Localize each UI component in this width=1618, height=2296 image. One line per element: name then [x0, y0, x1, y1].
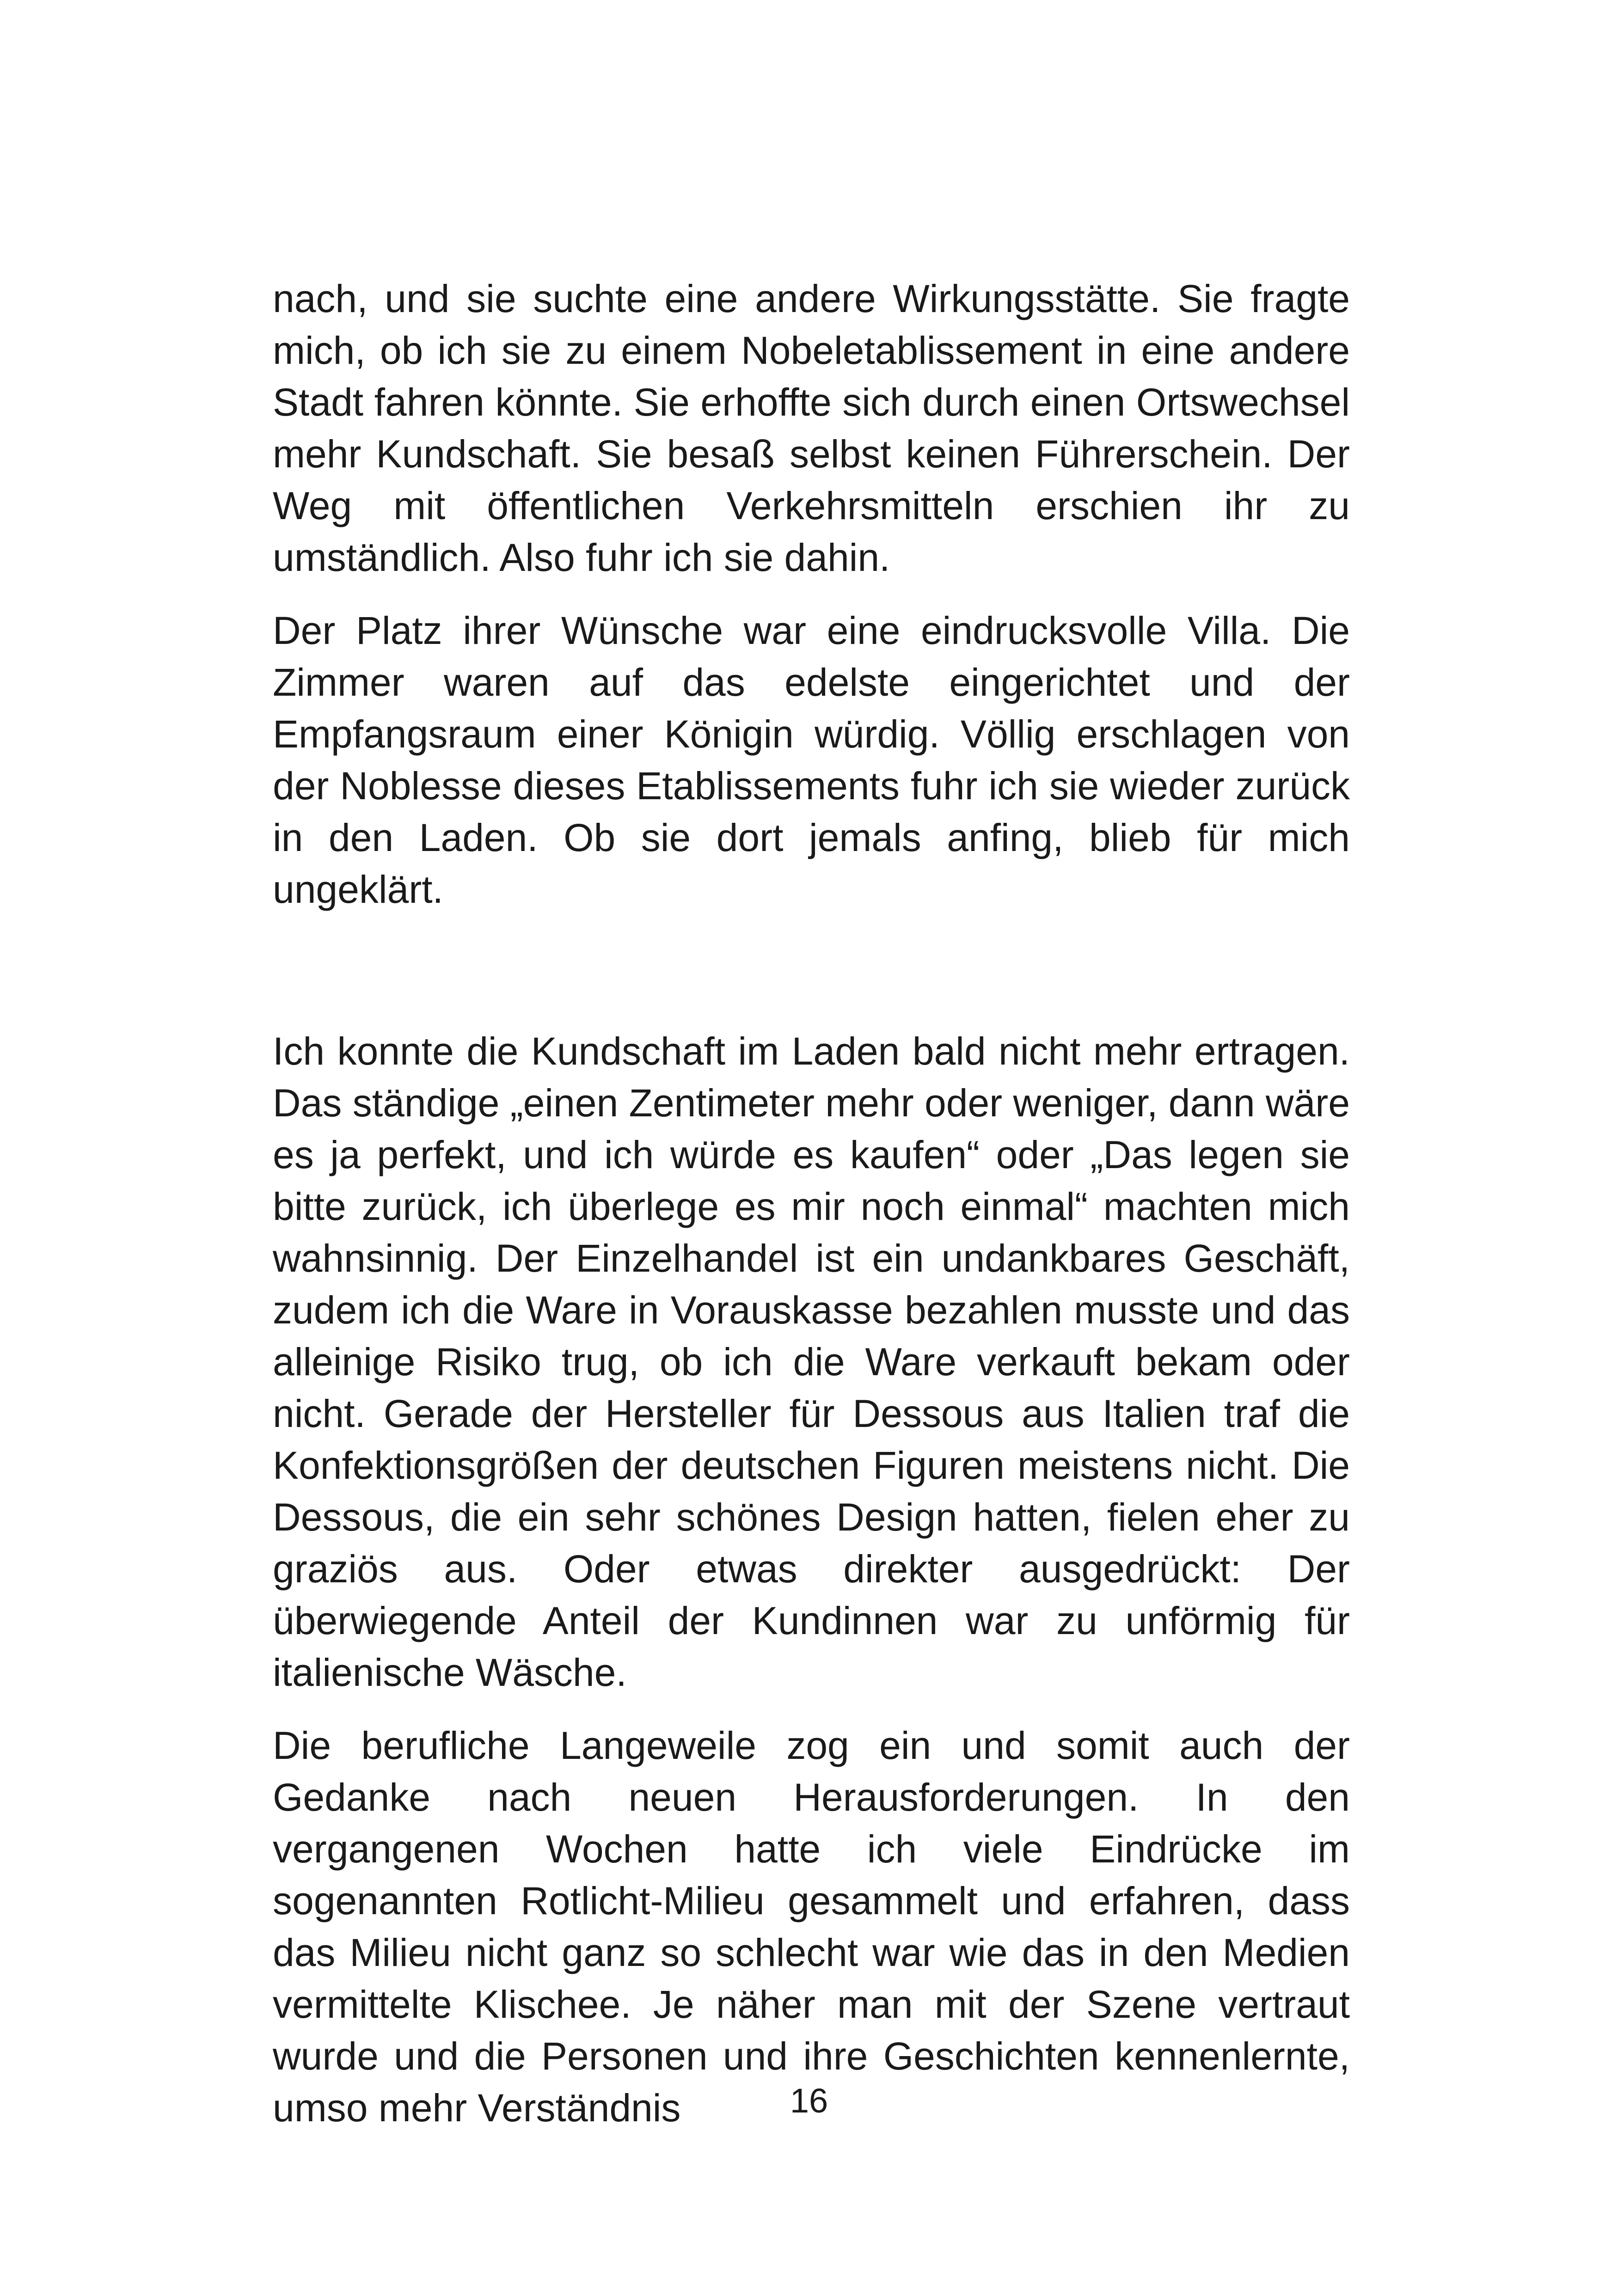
paragraph-1: nach, und sie suchte eine andere Wirkungsstätte. Sie fragte mich, ob ich sie zu einem Nobeletablissement in eine andere Stadt fahren könnte. Sie erhoffte sich durch einen Ortswechsel mehr Kundschaft. Sie besaß selbst keinen Führerschein. Der Weg mit öffentlichen Verkehrsmitteln erschien ihr zu umständlich. Also fuhr ich sie dahin.	[273, 277, 1350, 579]
page-body	[273, 273, 1350, 2134]
paragraph-2: Der Platz ihrer Wünsche war eine eindrucksvolle Villa. Die Zimmer waren auf das edelste eingerichtet und der Empfangsraum einer Königin würdig. Völlig erschlagen von der Noblesse dieses Etablissements fuhr ich sie wieder zurück in den Laden. Ob sie dort jemals anfing, blieb für mich ungeklärt.	[273, 609, 1350, 911]
paragraph-4: Die berufliche Langeweile zog ein und somit auch der Gedanke nach neuen Herausforderungen. In den vergangenen Wochen hatte ich viele Eindrücke im sogenannten Rotlicht-Milieu gesammelt und erfahren, dass das Milieu nicht ganz so schlecht war wie das in den Medien vermittelte Klischee. Je näher man mit der Szene vertraut wurde und die Personen und ihre Geschichten kennenlernte, umso mehr Verständnis	[273, 1724, 1350, 2130]
paragraph-3: Ich konnte die Kundschaft im Laden bald nicht mehr ertragen. Das ständige „einen Zentimeter mehr oder weniger, dann wäre es ja perfekt, und ich würde es kaufen“ oder „Das legen sie bitte zurück, ich überlege es mir noch einmal“ machten mich wahnsinnig. Der Einzelhandel ist ein undankbares Geschäft, zudem ich die Ware in Vorauskasse bezahlen musste und das alleinige Risiko trug, ob ich die Ware verkauft bekam oder nicht. Gerade der Hersteller für Dessous aus Italien traf die Konfektionsgrößen der deutschen Figuren meistens nicht. Die Dessous, die ein sehr schönes Design hatten, fielen eher zu graziös aus. Oder etwas direkter ausgedrückt: Der überwiegende Anteil der Kundinnen war zu unförmig für italienische Wäsche.	[273, 1029, 1350, 1694]
page-number: 16	[790, 2082, 828, 2120]
